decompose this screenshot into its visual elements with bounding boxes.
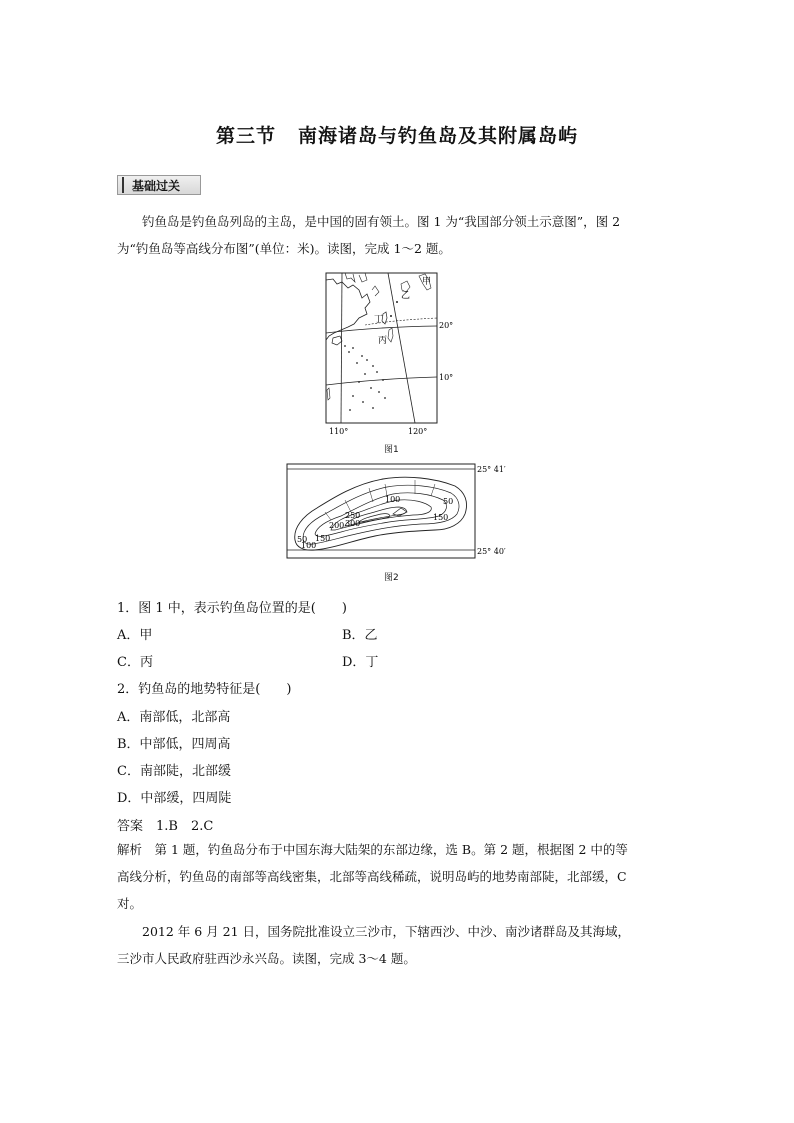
map-lon-110: 110° [329,427,349,436]
map-lat-20: 20° [439,321,454,330]
contour-label-50-west: 50 [297,535,308,544]
intro-line-2: 为“钓鱼岛等高线分布图”(单位：米)。读图，完成 1～2 题。 [117,241,451,256]
question-2-option-d: D．中部缓，四周陡 [117,791,232,806]
answer-value: 1.B 2.C [156,819,214,834]
question-1-option-b: B．乙 [342,628,378,643]
contour-label-100-west: 100 [301,541,317,550]
analysis-label: 解析 [117,842,143,857]
figure-1-caption: 图1 [384,445,399,455]
intro-paragraph [117,208,677,262]
question-2-option-a: A．南部低，北部高 [117,710,231,725]
analysis-line-3: 对。 [117,896,143,911]
question-2-stem: 2．钓鱼岛的地势特征是( ) [117,682,292,697]
figure-2-contour-map [285,462,530,562]
figure-2-lat-bottom: 25° 40′ [477,547,506,556]
question-1-option-c: C．丙 [117,655,153,670]
contour-label-50-east: 50 [443,497,454,506]
figure-1-map [315,270,454,440]
contour-label-200: 200 [329,521,345,530]
answer-line [117,815,213,834]
answer-label: 答案 [117,819,144,834]
page-title [0,121,794,148]
question-2-option-c: C．南部陡，北部缓 [117,764,231,779]
intro-line-1: 钓鱼岛是钓鱼岛列岛的主岛，是中国的固有领土。图 1 为“我国部分领土示意图”，图 2 [142,214,621,229]
figure-2-caption: 图2 [384,573,399,583]
contour-label-250: 250 [345,511,361,520]
figure-2-lat-top: 25° 41′ [477,465,506,474]
map-marker-ding: 丁 [374,315,384,325]
question-1-option-a: A．甲 [117,628,153,643]
title-section-number: 第三节 [215,125,276,147]
title-section-name: 南海诸岛与钓鱼岛及其附属岛屿 [298,125,579,147]
map-lon-120: 120° [408,427,428,436]
map-marker-jia: 甲 [422,277,432,287]
section-tag [117,175,201,195]
contour-label-300: 300 [345,519,361,528]
next-passage-line-2: 三沙市人民政府驻西沙永兴岛。读图，完成 3～4 题。 [117,951,416,966]
question-1-stem: 1．图 1 中，表示钓鱼岛位置的是( ) [117,601,347,616]
analysis-line-2: 高线分析，钓鱼岛的南部等高线密集，北部等高线稀疏，说明岛屿的地势南部陡，北部缓，C [117,869,627,884]
question-2-option-b: B．中部低，四周高 [117,737,231,752]
next-passage [117,918,677,972]
contour-label-100-north: 100 [385,495,401,504]
next-passage-line-1: 2012 年 6 月 21 日，国务院批准设立三沙市，下辖西沙、中沙、南沙诸群岛及其海域， [142,924,631,939]
section-tag-bar [122,177,124,193]
map-lat-10: 10° [439,373,454,382]
question-1-option-d: D．丁 [342,655,379,670]
map-marker-bing: 丙 [378,336,388,346]
contour-label-150-west: 150 [315,534,331,543]
contour-label-150-east: 150 [433,513,449,522]
section-tag-label: 基础过关 [132,179,181,193]
analysis-line-1: 解析 第 1 题，钓鱼岛分布于中国东海大陆架的东部边缘，选 B。第 2 题，根据图 2 中的等 [117,842,628,857]
analysis-paragraph [117,836,677,917]
map-marker-yi: 乙 [401,291,411,301]
